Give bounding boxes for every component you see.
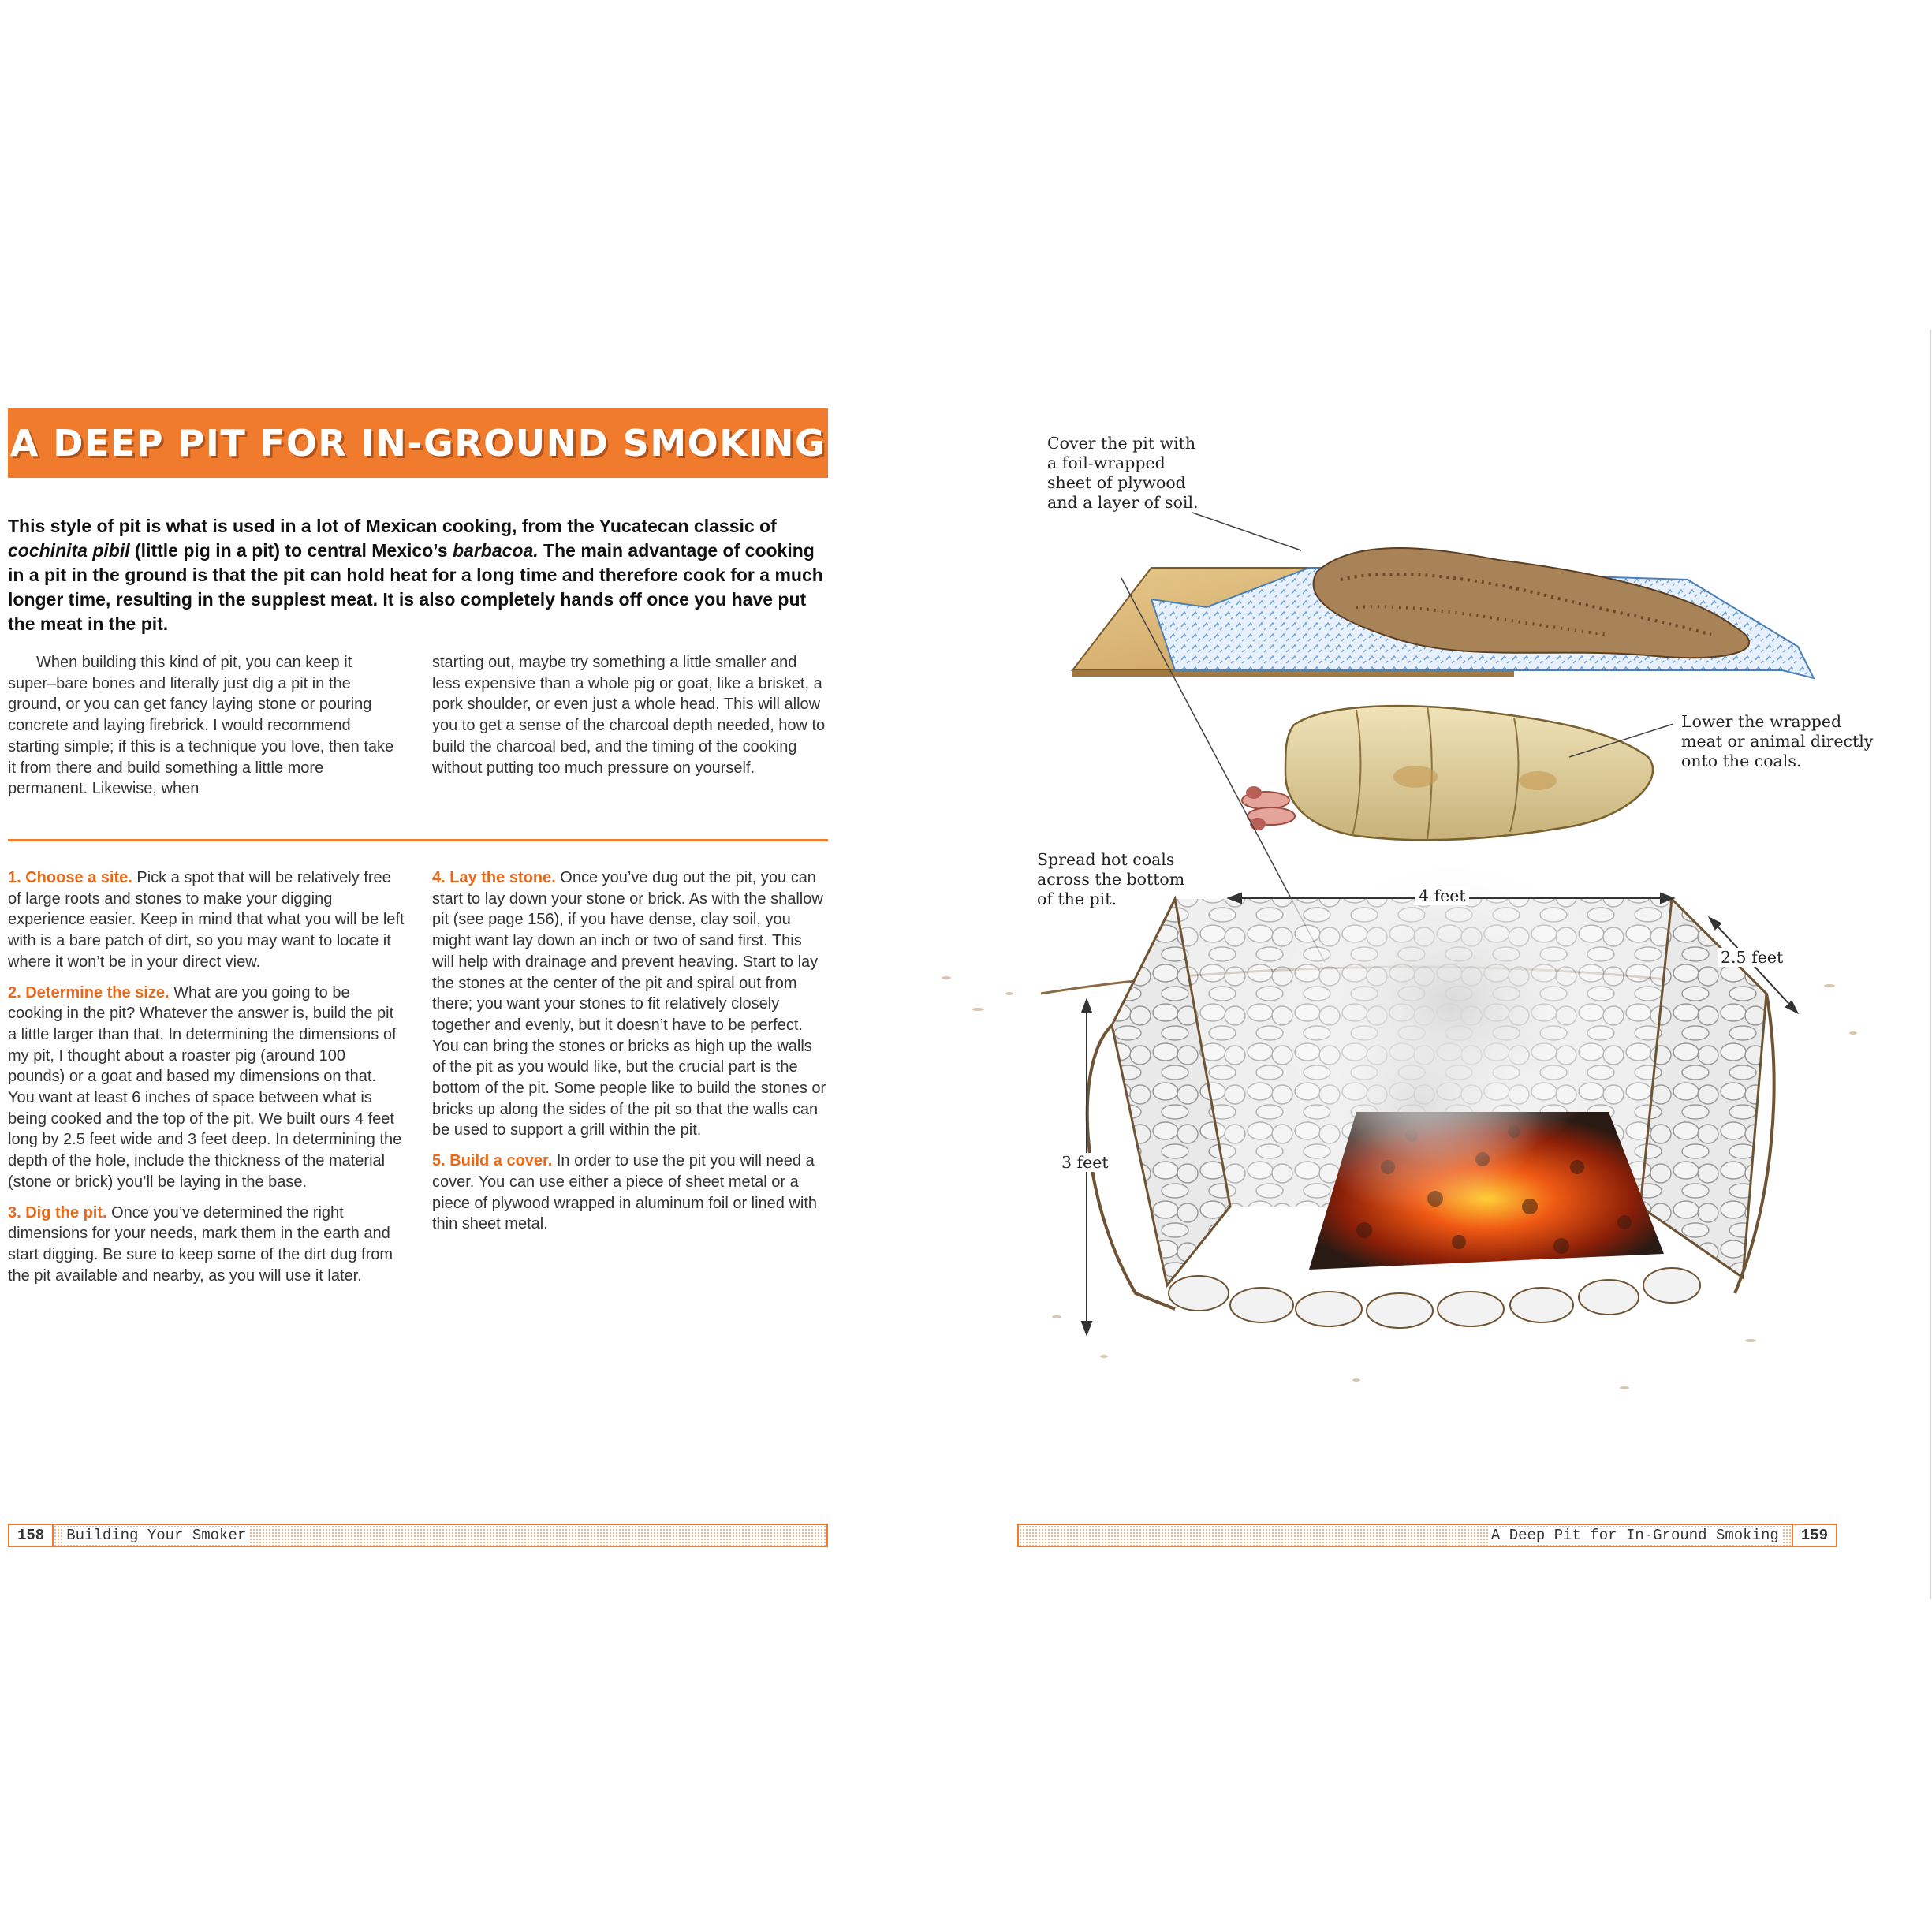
step-3: 3. Dig the pit. Once you’ve determined the right dimensions for your needs, mark them in the earth and start digging. Be sure to keep some of the dirt dug from the pit available and nearby, as you will use it later. <box>8 1203 393 1285</box>
page-edge <box>1930 330 1931 1599</box>
steps-column-2 <box>432 867 828 1244</box>
running-head: Building Your Smoker <box>63 1527 249 1544</box>
steps-column-1 <box>8 867 406 1296</box>
step-4: 4. Lay the stone. Once you’ve dug out the pit, you can start to lay down your stone or brick. As with the shallow pit (see page 156), if you have dense, clay soil, you might want lay down an inch or two of sand first. This will help with drainage and prevent heaving. Start to lay the stones at the center of the pit and spiral out from there; you want your stones to fit relatively closely together and evenly, but it doesn’t have to be perfect. You can bring the stones or bricks as high up the walls of the pit as you would like, but the crucial part is the bottom of the pit. Some people like to build the stones or bricks up along the sides of the pit so that the walls can be used to support a grill within the pit. <box>432 869 826 1139</box>
page-number: 159 <box>1792 1525 1836 1546</box>
pit-drawing <box>1041 852 1774 1328</box>
dimension-length: 4 feet <box>1415 886 1469 905</box>
caption-lower-meat: Lower the wrapped meat or animal directly onto the coals. <box>1681 712 1874 770</box>
wrapped-meat-drawing <box>1242 706 1653 840</box>
running-head: A Deep Pit for In-Ground Smoking <box>1488 1527 1782 1544</box>
pit-illustration <box>915 410 1893 1451</box>
pit-cover-drawing <box>1072 548 1814 678</box>
pit-diagram <box>915 410 1893 1451</box>
step-1: 1. Choose a site. Pick a spot that will be relatively free of large roots and stones to make your digging experience easier. Keep in mind that what you will be left with is a bare patch of dirt, so you may want to locate it where it won’t be in your direct view. <box>8 869 405 971</box>
dimension-width: 2.5 feet <box>1718 948 1786 967</box>
body-text: starting out, maybe try something a little smaller and less expensive than a whole pig or goat, like a brisket, a pork shoulder, or even just a whole head. This will allow you to get a sense of the charcoal depth needed, how to build the charcoal bed, and the timing of the cooking without putting too much pressure on yourself. <box>432 654 826 777</box>
caption-coals: Spread hot coals across the bottom of the pit. <box>1037 850 1185 908</box>
footer-left <box>8 1524 828 1547</box>
dimension-depth: 3 feet <box>1058 1153 1112 1172</box>
step-5: 5. Build a cover. In order to use the pit you will need a cover. You can use either a piece of sheet metal or a piece of plywood wrapped in aluminum foil or lined with thin sheet metal. <box>432 1152 818 1233</box>
intro-paragraph: This style of pit is what is used in a lot of Mexican cooking, from the Yucatecan classic of cochinita pibil (little pig in a pit) to central Mexico’s barbacoa. The main advantage of cooking in a pit in the ground is that the pit can hold heat for a long time and therefore cook for a much longer time, resulting in the supplest meat. It is also completely hands off once you have put the meat in the pit. <box>8 516 823 634</box>
body-column-2 <box>432 652 828 778</box>
body-column-1 <box>8 652 401 800</box>
step-2: 2. Determine the size. What are you going to be cooking in the pit? Whatever the answer is, build the pit a little larger than that. In determining the dimensions of my pit, I thought about a roaster pig (around 100 pounds) or a goat and based my dimensions on that. You want at least 6 inches of space between what is being cooked and the top of the pit. We built ours 4 feet long by 2.5 feet wide and 3 feet deep. In determining the depth of the hole, include the thickness of the material (stone or brick) you’ll be laying in the base. <box>8 983 402 1191</box>
body-text: When building this kind of pit, you can keep it super–bare bones and literally just dig a pit in the ground, or you can get fancy laying stone or pouring concrete and laying firebrick. I would recommend starting simple; if this is a technique you love, then take it from there and build something a little more permanent. Likewise, when <box>8 654 394 798</box>
page-number: 158 <box>9 1525 54 1546</box>
title-banner <box>8 408 828 478</box>
page-title: A DEEP PIT FOR IN-GROUND SMOKING <box>9 422 826 464</box>
caption-cover: Cover the pit with a foil-wrapped sheet of plywood and a layer of soil. <box>1047 434 1199 512</box>
footer-right <box>1017 1524 1837 1547</box>
section-divider <box>8 839 828 841</box>
